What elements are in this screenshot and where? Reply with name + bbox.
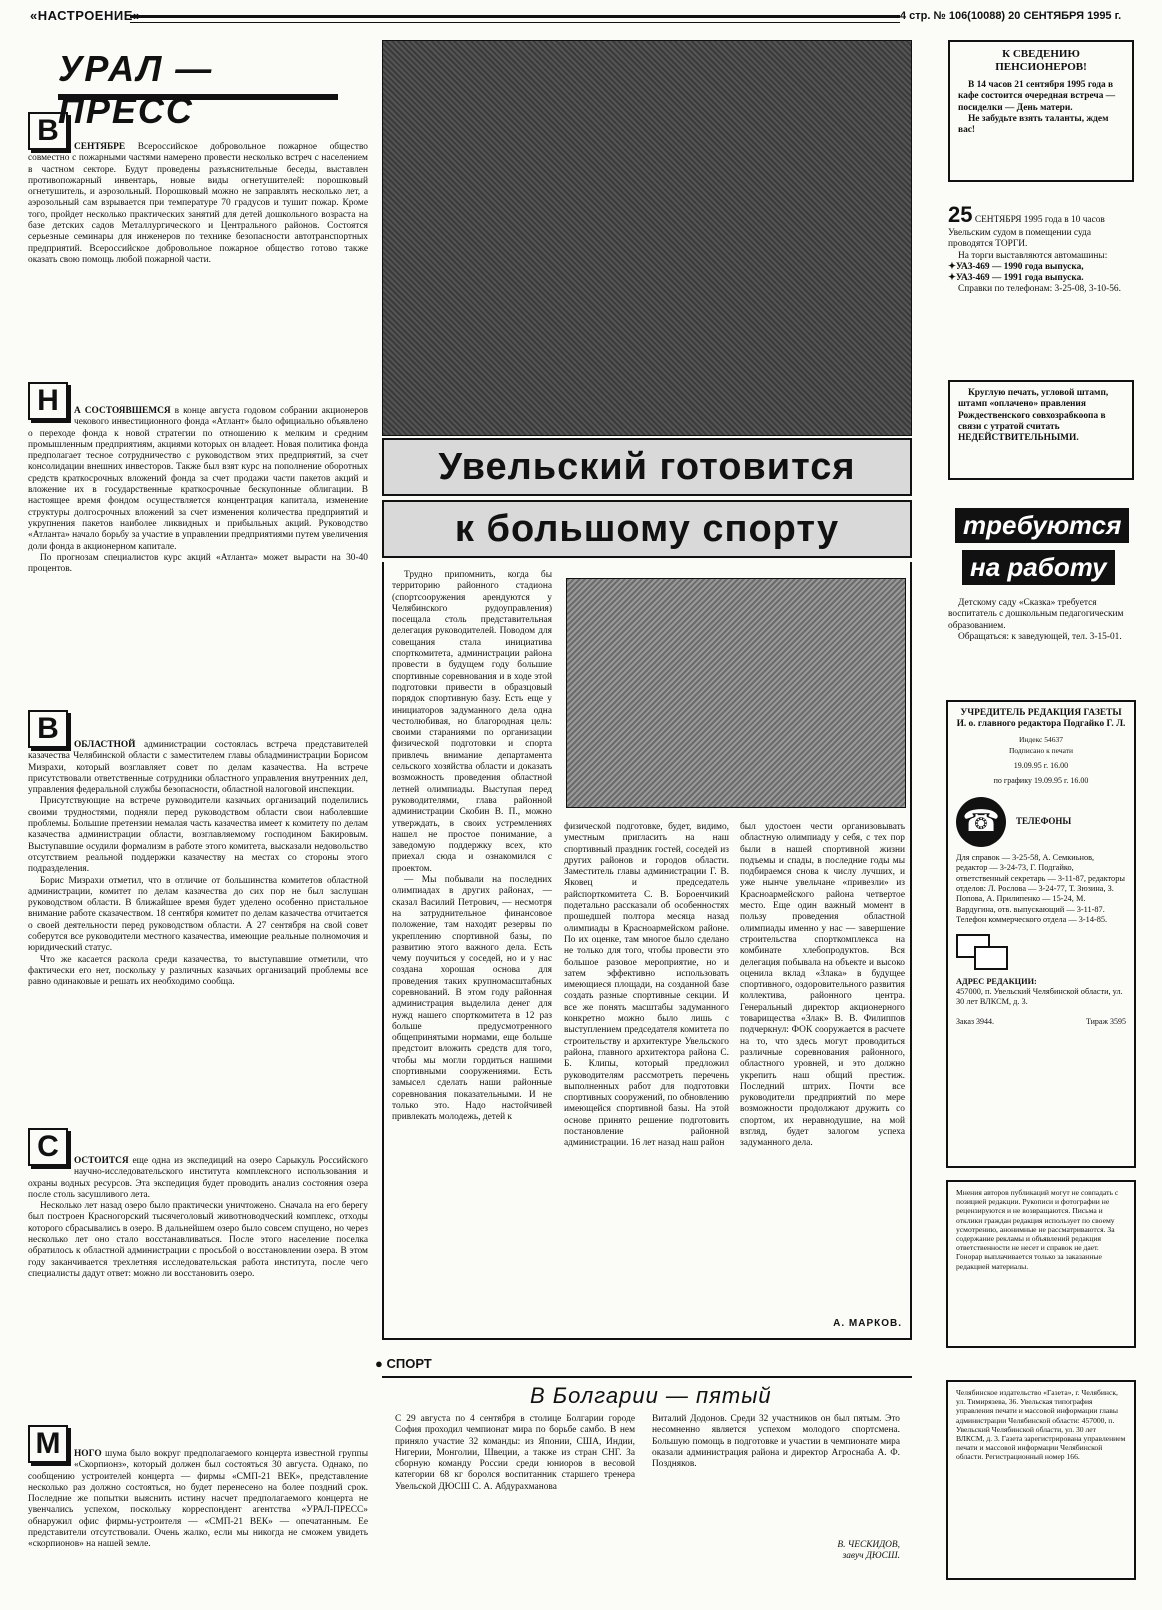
stamp-notice: Круглую печать, угловой штамп, штамп «оплачено» правления Рождественского совхозрабкоопа в связи с утратой считать НЕДЕЙСТВИТЕЛЬНЫМИ. xyxy=(948,380,1134,480)
job-banner-line2: на работу xyxy=(962,550,1115,585)
dropcap: С xyxy=(28,1128,68,1166)
pensioners-notice: К СВЕДЕНИЮ ПЕНСИОНЕРОВ! В 14 часов 21 сентября 1995 года в кафе состоится очередная встреча — посиделки — День матери. Не забудьте взять таланты, ждем вас! xyxy=(948,40,1134,182)
article-column-3: был удостоен чести организовывать областную олимпиаду у себя, с тех пор были в нашей спортивной жизни подъемы и спады, в последние годы мы подбираемся снова к числу лучших, и уже нынче увельчане «привезли» из Красноармейского района четвертое место. Еще один важный момент в пользу проведения областной олимпиады именно у нас — завершение строительства спорткомплекса на комбинате хлебопродуктов. Вся делегация побывала на объекте и высоко оценила вклад «Злака» в будущее спортивного, оздоровительного развития коллектива, районного центра. Генеральный директор акционерного товарищества «Злак» В. В. Филиппов подчеркнул: ФОК сооружается в расчете на то, что здесь могут проводиться различные соревнования районного, областного уровней, и это должно укрепить наш общий престиж. Последний штрих. Почти все руководители предприятий по мере возможности продолжают дружить со спортом, их неравнодушие, на мой взгляд, будет залогом успеха задуманного дела. xyxy=(740,822,905,1149)
sport-author: В. ЧЕСКИДОВ, завуч ДЮСШ. xyxy=(837,1540,900,1562)
bullet-icon: ● xyxy=(375,1356,387,1371)
section-title: УРАЛ — ПРЕСС xyxy=(58,48,338,100)
sport-column-1: С 29 августа по 4 сентября в столице Болгарии городе София проходил чемпионат мира по борьбе самбо. В нем приняло участие 32 команды: из Японии, США, Индии, Нигерии, Монголии, Швеции, а также из стран СНГ. За сборную команду России среди юниоров в весовой категории 68 кг боролся воспитанник старшего тренера Увельской ДЮСШ С. А. Абдурахманова xyxy=(395,1414,635,1492)
envelope-icon xyxy=(956,934,1016,974)
sport-column-2: Виталий Додонов. Среди 32 участников он был пятым. Это несомненно является успехом молодого спортсмена. Большую помощь в подготовке и участии в чемпионате мира оказали администрация района и директор Агроснаба А. Ф. Поздняков. xyxy=(652,1414,900,1470)
article-column-1: Трудно припомнить, когда бы территорию районного стадиона (спортсооружения арендуются у Челябинского рудоуправления) посещала столь представительная делегация руководителей. Поводом для совещания стала инициатива спорткомитета, администрации района провести в будущем году большие спортивные соревнования и в ходе этой подготовки привести в образцовый порядок спортивную базу. Есть еще у инициаторов задуманного дела одна честолюбивая, но благородная цель: своими стараниями по организации физической подготовки и спорта привлечь внимание департамента сельского хозяйства области и доказать возможность проведения областной летней олимпиады. Выступая перед руководителями, глава районной администрации Скобин В. П., можно утверждать, в своих устремлениях нашел не простое понимание, а заведомую поддержку всех, кто приехал сюда и ознакомился с проектом. — Мы побывали на последних олимпиадах в других районах, — сказал Василий Петрович, — несмотря на затруднительное финансовое положение, там находят резервы по укреплению спортивной базы, по развитию этого важного дела. Есть чему поучиться у соседей, но и у нас создана хорошая основа для проведения таких крупномасштабных соревнований. В этом году районная администрация выделила денег для нужд нашего спорткомитета в 12 раз больше предусмотренного общепринятыми нормами, еще больше предстоит вложить средств для того, чтобы мы могли гордиться нашими спортивными сооружениями. Есть замысел сделать наши районные соревнования показательными. И не только это. Надо настойчивей привлекать молодежь, детей к xyxy=(392,570,552,1123)
telephone-icon: ☎ xyxy=(956,797,1006,847)
dropcap: М xyxy=(28,1425,68,1463)
auction-notice: 25 СЕНТЯБРЯ 1995 года в 10 часов Увельским судом в помещении суда проводятся ТОРГИ. На торги выставляются автомашины: ✦УАЗ-469 — 1990 года выпуска, ✦УАЗ-469 — 1991 года выпуска. Справки по телефонам: 3-25-08, 3-10-56. xyxy=(948,202,1121,295)
stadium-photo xyxy=(566,578,906,808)
issue-info: 4 стр. № 106(10088) 20 СЕНТЯБРЯ 1995 г. xyxy=(900,10,1122,22)
dropcap: В xyxy=(28,710,68,748)
imprint-box: УЧРЕДИТЕЛЬ РЕДАКЦИЯ ГАЗЕТЫ И. о. главного редактора Подгайко Г. Л. Индекс 54637 Подписано к печати 19.09.95 г. 16.00 по графику 19.09.95 г. 16.00 ☎ ТЕЛЕФОНЫ Для справок — 3-25-58, А. Семкиьнов, редактор — 3-24-73, Г. Подгайко, ответственный секретарь — 3-11-87, редакторы отделов: Л. Рослова — 3-24-77, Т. Зюзина, З. Попова, А. Прилипенко — 15-24, М. Вардугина, отв. выпускающий — 3-11-87. Телефон коммерческого отдела — 3-14-85. АДРЕС РЕДАКЦИИ: 457000, п. Увельский Челябинской области, ул. 30 лет ВЛКСМ, д. 3. Заказ 3944. Тираж 3595 xyxy=(946,700,1136,1168)
editorial-notes: Мнения авторов публикаций могут не совпадать с позицией редакции. Рукописи и фотографии не рецензируются и не возвращаются. Письма и отклики граждан редакция использует по своему усмотрению, анонимные не рассматриваются. За содержание рекламы и объявлений редакция ответственности не несет и справок не дает. Гонорар выплачивается только за заказанные редакцией материалы. xyxy=(946,1180,1136,1348)
sport-rubric: ● СПОРТ xyxy=(375,1356,432,1371)
header-rule xyxy=(130,15,900,23)
news-item-cossacks: В ОБЛАСТНОЙ администрации состоялась встреча представителей казачества Челябинской области с заместителем главы обладминистрации Борисом Мизрахи, который возглавляет совет по делам казачества. На встрече присутствовали ответственные сотрудники областного управления внутренних дел, управления федеральной службы безопасности, областной налоговой инспекции. Присутствующие на встрече руководители казачьих организаций поделились своими трудностями, подняли перед руководством области свои наболевшие проблемы. Большие претензии немалая часть казачества имеет к комитету по делам казачества администрации области, возглавляемому господином Бакировым. Выступавшие осудили формализм в работе этого комитета, высказали недовольство отсутствием реальной поддержки казачеству на местах со стороны этого подразделения. Борис Мизрахи отметил, что в отличие от большинства комитетов областной администрации, комитет по делам казачества до сих пор не был заслушан руководством области. В ближайшее время будет уделено особенно пристальное внимание работе сказачеством. 18 сентября комитет по делам казачества отчитается о своей деятельности перед руководством области. А 27 сентября на свой совет соберутся все руководители местного казачества, имеющие реальные полномочия и юридический статус. Что же касается раскола среди казачества, то выступавшие отметили, что фактически его нет, поскольку у различных казачьих организаций проблемы все равно одинаковые и решать их необходимо сообща. xyxy=(28,712,368,988)
article-column-2: физической подготовке, будет, видимо, уместным пригласить на наш спортивный праздник гостей, соседей из других районов и городов области. Заместитель главы администрации Г. В. Яковец и председатель райспорткомитета С. В. Бороенчикий подетально рассказали об особенностях прошедшей полтора месяца назад олимпиады в Красноармейском районе. По их оценке, там многое было сделано не только для того, чтобы провести это большое разовое мероприятие, но и затем эффективно использовать имеющиеся площади, на созданной базе создать разные спортивные секции. И все же понять масштабы задуманного конкретно можно было лишь с выступлением председателя комитета по строительству и архитектуре Увельского района, главного архитектора района С. Б. Клипы, который предложил руководителям рассмотреть перечень выполненных работ для подготовки спортивных сооружений, по обновлению имеющейся спортивной базы. На этой основе принято решение подготовить постановление районной администрации. 16 лет назад наш район xyxy=(564,822,729,1149)
article-title-line2: к большому спорту xyxy=(382,500,912,558)
news-item-scorpions: М НОГО шума было вокруг предполагаемого концерта известной группы «Скорпионз», который должен был состояться 30 августа. Однако, по сообщению устроителей концерта — фирмы «СМП-21 ВЕК», представление несколько раз должно состояться, но будет перенесено на более поздний срок. Последние же попытки выяснить истину насчет предполагаемого концерта не увенчались успехом, поскольку корреспондент агентства «УРАЛ-ПРЕСС» обнаружил офис фирмы-устроителя — «СМП-21 ВЕК» — опечатанным. Ее представители отсутствовали. Очень жалко, если мы никогда не сможем увидеть «скорпионов» на нашей земле. xyxy=(28,1427,368,1550)
news-item-lake: С ОСТОИТСЯ еще одна из экспедиций на озеро Сарыкуль Российского научно-исследовательского института комплексного использования и охраны водных ресурсов. Эта экспедиция будет проводить анализ состояния озера после столь засушливого лета. Несколько лет назад озеро было практически уничтожено. Сначала на его берегу был построен Красногорский тысячеголовый животноводческий комплекс, отходы которого сбрасывались в озеро. В дальнейшем озеро было совсем спущено, но через несколько лет оно стало восстанавливаться. После этого население поселка обратилось к областной администрации с просьбой о восстановлении озера. В этом году заканчивается трехлетняя исследовательская работа института, после чего специалисты дадут ответ: можно ли восстановить озеро. xyxy=(28,1130,368,1279)
job-notice: Детскому саду «Сказка» требуется воспитатель с дошкольным педагогическим образованием. Обращаться: к заведующей, тел. 3-15-01. xyxy=(948,598,1124,642)
job-banner-line1: требуются xyxy=(955,508,1129,543)
article-author: А. МАРКОВ. xyxy=(833,1318,902,1329)
dropcap: Н xyxy=(28,382,68,420)
news-item-atlant: Н А СОСТОЯВШЕМСЯ в конце августа годовом собрании акционеров чекового инвестиционного фонда «Атлант» было официально объявлено о переходе фонда к новой стратегии по отношению к мелким и средним промышленным предприятиям, акциями которых он владеет. Новая политика фонда предполагает тесное сотрудничество с руководством этих предприятий, за счет консолидации внешних инвесторов. Также был взят курс на пополнение оборотных средств краткосрочных вложений фонда за счет продажи части пакетов акций и вложение их в государственные краткосрочные бескупонные облигации. В настоящее время фондом осуществляется концентрация капитала, изменение структуры долгосрочных вложений за счет изменения количества предприятий и укрупнения пакетов наиболее ликвидных и прибыльных акций. Руководство «Атланта» начало борьбу за участие в управлении предприятиями путем увеличения доли фонда в акционерном капитале. По прогнозам специалистов курс акций «Атланта» может вырасти на 30-40 процентов. xyxy=(28,384,368,575)
dropcap: В xyxy=(28,112,68,150)
article-title-line1: Увельский готовится xyxy=(382,438,912,496)
sport-title: В Болгарии — пятый xyxy=(530,1383,772,1408)
sport-rule xyxy=(382,1376,912,1378)
publisher-info: Челябинское издательство «Газета», г. Челябинск, ул. Тимирязева, 36. Увельская типография управления печати и массовой информации главы администрации Челябинской области: 457000, п. Увельский Челябинской области, ул. 30 лет ВЛКСМ, д. 3. Газета зарегистрирована управлением печати и массовой информации Челябинской области. Регистрационный номер 166. xyxy=(946,1380,1136,1580)
newspaper-name: «НАСТРОЕНИЕ» xyxy=(30,8,141,23)
meeting-photo xyxy=(382,40,912,436)
news-item-fire: В СЕНТЯБРЕ Всероссийское добровольное пожарное общество совместно с пожарными частями намерено провести несколько встреч с населением в частном секторе. Будут проведены разъяснительные беседы, выставлен противопожарный инвентарь, новые виды огнетушителей: порошковый огнетушитель, и аэрозольный. Порошковый можно не заправлять несколько лет, а аэрозольный сам взрывается при температуре 70 градусов и тушит пожар. Кроме того, пройдет несколько практических занятий для детей дошкольного возраста на базе детских садов Металлургического и Центрального районов. Состоятся серьезные семинары для инженеров по технике безопасности автотранспортных предприятий. Всероссийское добровольное пожарное общество готово также оказать свою помощь любой пожарной части. xyxy=(28,114,368,265)
